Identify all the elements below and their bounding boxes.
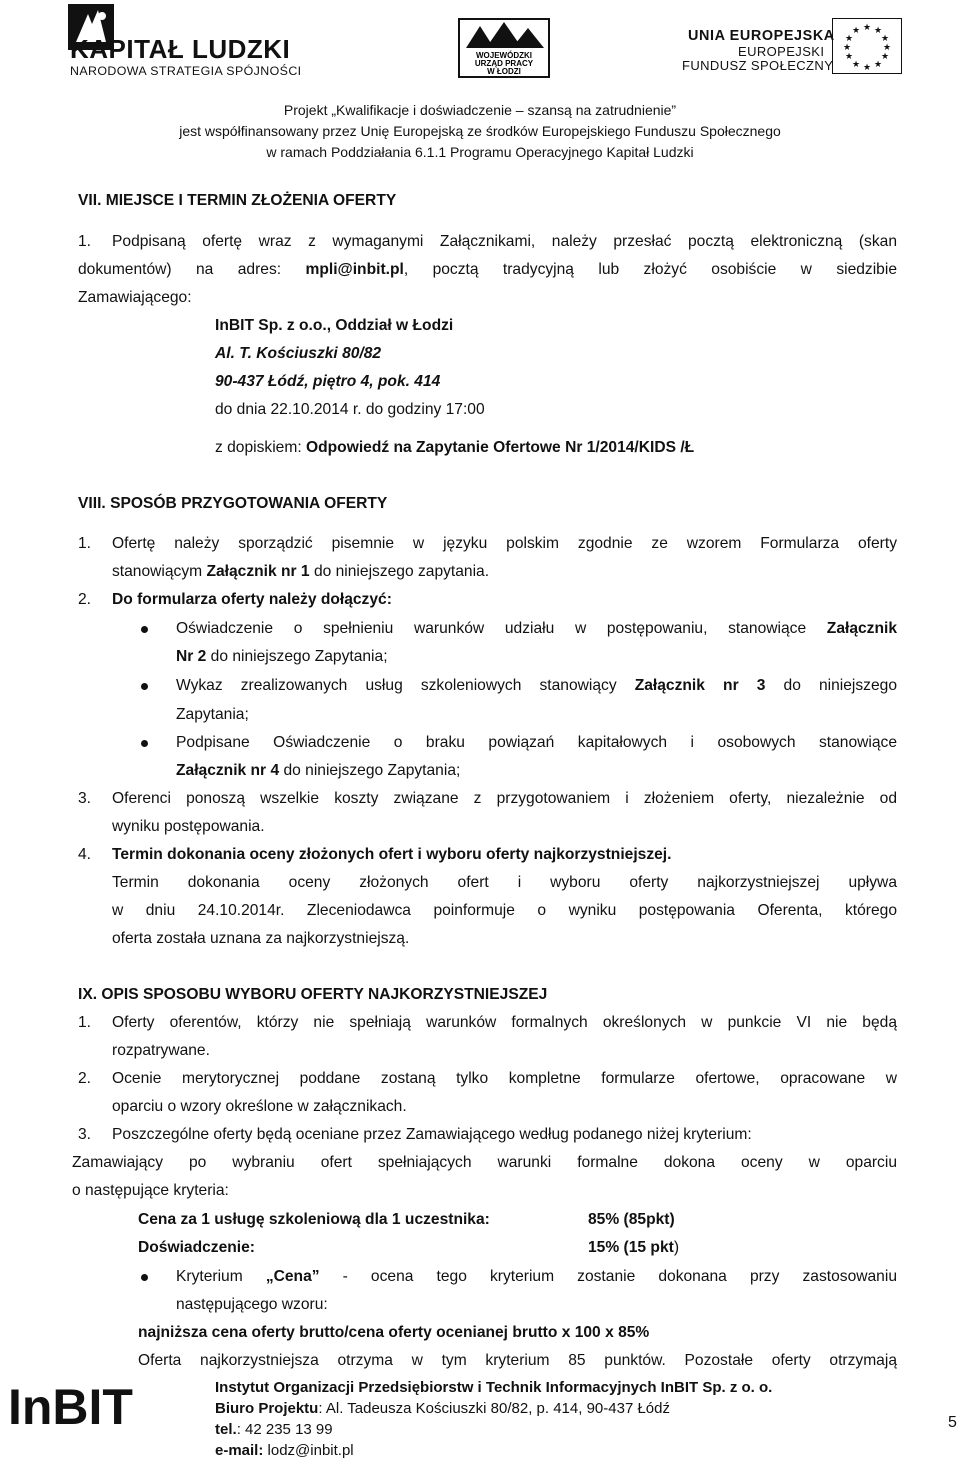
footer-email-value: lodz@inbit.pl (263, 1442, 354, 1459)
wup-lodz-logo (458, 18, 550, 78)
svg-text:★: ★ (862, 23, 872, 33)
s8-bullet-2-line1-c: do niniejszego (765, 677, 897, 694)
s9-item-3-number: 3. (78, 1126, 92, 1143)
kapital-ludzki-subtitle: NARODOWA STRATEGIA SPÓJNOŚCI (70, 64, 302, 78)
s8-item-4-line2: w dniu 24.10.2014r. Zleceniodawca poinformuje o wyniku postępowania Oferenta, którego (112, 902, 897, 919)
eu-flag-icon (832, 18, 902, 74)
deadline: do dnia 22.10.2014 r. do godziny 17:00 (215, 401, 485, 418)
attachment-2-ref: Nr 2 (176, 648, 207, 665)
s9-item-2-line1: Ocenie merytorycznej poddane zostaną tylko kompletne formularze ofertowe, opracowane w (112, 1070, 897, 1087)
footer-phone-label: tel. (215, 1421, 237, 1438)
s8-item-4-line1: Termin dokonania oceny złożonych ofert i wyboru oferty najkorzystniejszej upływa (112, 874, 897, 891)
s9-item-3-line1: Poszczególne oferty będą oceniane przez Zamawiającego według podanego niżej kryterium: (112, 1126, 752, 1143)
s7-item-1-line3: Zamawiającego: (78, 289, 192, 306)
section-8-title: VIII. SPOSÓB PRZYGOTOWANIA OFERTY (78, 495, 388, 512)
svg-text:★: ★ (880, 34, 890, 44)
svg-text:★: ★ (844, 34, 854, 44)
svg-text:★: ★ (844, 52, 854, 62)
s9-item-2-line2: oparciu o wzory określone w załącznikach. (112, 1098, 407, 1115)
s8-bullet-2-line1 (176, 676, 897, 696)
wup-logo-line2: URZĄD PRACY (474, 59, 534, 68)
s9-last-line: Oferta najkorzystniejsza otrzyma w tym kryterium 85 punktów. Pozostałe oferty otrzymają (138, 1352, 897, 1369)
attachment-3-ref: Załącznik nr 3 (634, 677, 766, 694)
criterion-price-label: Cena za 1 usługę szkoleniową dla 1 uczestnika: (138, 1211, 490, 1228)
footer-office-address: : Al. Tadeusza Kościuszki 80/82, p. 414, 90-437 Łódź (318, 1400, 670, 1417)
s8-bullet-3-line2 (176, 761, 460, 781)
page-number: 5 (948, 1414, 957, 1431)
criterion-price-value: 85% (85pkt) (588, 1211, 675, 1228)
attachment-1-ref: Załącznik nr 1 (206, 563, 310, 580)
submission-note (215, 438, 694, 458)
address-line-3: 90-437 Łódź, piętro 4, pok. 414 (215, 373, 441, 390)
s7-item-1-line2 (78, 260, 897, 280)
svg-text:★: ★ (873, 26, 883, 36)
s8-item-4-line3: oferta została uznana za najkorzystniejszą. (112, 930, 410, 947)
s9-bullet-1-line1-a: Kryterium (176, 1268, 266, 1285)
wup-logo-line3: W ŁODZI (487, 67, 521, 76)
svg-text:★: ★ (882, 43, 892, 53)
footer-company: Instytut Organizacji Przedsiębiorstw i Technik Informacyjnych InBIT Sp. z o. o. (215, 1379, 773, 1396)
criterion-experience-label: Doświadczenie: (138, 1239, 255, 1256)
s8-bullet-1-line1-b: Załącznik (826, 620, 897, 637)
bullet-icon (141, 1274, 148, 1281)
project-line-1: Projekt „Kwalifikacje i doświadczenie – szansą na zatrudnienie” (283, 102, 677, 118)
s8-item-2-title: Do formularza oferty należy dołączyć: (112, 591, 392, 608)
address-line-1: InBIT Sp. z o.o., Oddział w Łodzi (215, 317, 454, 334)
s8-item-1-line2 (112, 562, 489, 582)
eu-logo-line3: FUNDUSZ SPOŁECZNY (682, 58, 834, 73)
wup-logo-line1: WOJEWÓDZKI (476, 51, 532, 60)
project-line-2: jest współfinansowany przez Unię Europejską ze środków Europejskiego Funduszu Społecznego (179, 123, 781, 139)
criterion-price-name: „Cena” (265, 1268, 320, 1285)
submission-note-prefix: z dopiskiem: (215, 439, 306, 456)
bullet-icon (141, 683, 148, 690)
s7-item-1-line2-a: dokumentów) na adres: (78, 261, 306, 278)
svg-text:★: ★ (851, 60, 861, 70)
s8-item-3-number: 3. (78, 790, 92, 807)
s8-item-1-number: 1. (78, 535, 92, 552)
price-formula: najniższa cena oferty brutto/cena oferty ocenianej brutto x 100 x 85% (138, 1324, 650, 1341)
s8-item-1-line2-a: stanowiącym (112, 563, 207, 580)
s8-item-1-line1: Ofertę należy sporządzić pisemnie w języku polskim zgodnie ze wzorem Formularza oferty (112, 535, 897, 552)
criterion-experience-value (588, 1238, 679, 1258)
s9-bullet-1-line1-c: - ocena tego kryterium zostanie dokonana przy zastosowaniu (319, 1268, 897, 1285)
criterion-experience-value-b: ) (673, 1239, 680, 1256)
s8-item-4-title: Termin dokonania oceny złożonych ofert i wyboru oferty najkorzystniejszej. (112, 846, 672, 863)
svg-text:★: ★ (842, 43, 852, 53)
s9-item-1-line2: rozpatrywane. (112, 1042, 210, 1059)
s8-bullet-3-line2-b: do niniejszego Zapytania; (279, 762, 461, 779)
svg-text:★: ★ (880, 52, 890, 62)
s8-bullet-1-line2-b: do niniejszego Zapytania; (206, 648, 388, 665)
submission-note-title: Odpowiedź na Zapytanie Ofertowe Nr 1/2014/KIDS /Ł (306, 439, 695, 456)
s9-item-1-number: 1. (78, 1014, 92, 1031)
eu-logo-line1: UNIA EUROPEJSKA (688, 28, 835, 44)
s7-item-1-line1: Podpisaną ofertę wraz z wymaganymi Załącznikami, należy przesłać pocztą elektroniczną (skan (112, 233, 897, 250)
footer-office-label: Biuro Projektu (215, 1400, 319, 1417)
s9-item-1-line1: Oferty oferentów, którzy nie spełniają warunków formalnych określonych w punkcie VI nie będą (112, 1014, 897, 1031)
svg-text:★: ★ (862, 63, 872, 73)
section-7-title: VII. MIEJSCE I TERMIN ZŁOŻENIA OFERTY (78, 192, 397, 209)
inbit-logo (8, 1378, 198, 1430)
bullet-icon (141, 740, 148, 747)
s8-bullet-3-line1: Podpisane Oświadczenie o braku powiązań kapitałowych i osobowych stanowiące (176, 734, 897, 751)
s8-bullet-1-line1 (176, 619, 897, 639)
s7-item-1-number: 1. (78, 233, 92, 250)
s9-item-2-number: 2. (78, 1070, 92, 1087)
kapital-ludzki-title: KAPITAŁ LUDZKI (70, 34, 291, 64)
footer-email (215, 1441, 354, 1460)
bullet-icon (141, 626, 148, 633)
s8-item-4-number: 4. (78, 846, 92, 863)
s8-bullet-2-line2: Zapytania; (176, 706, 249, 723)
inbit-logo-text: InBIT (8, 1379, 133, 1430)
footer-office (215, 1399, 670, 1418)
footer-email-label: e-mail: (215, 1442, 264, 1459)
s9-bullet-1-line1 (176, 1267, 897, 1287)
footer-phone-value: : 42 235 13 99 (236, 1421, 333, 1438)
attachment-4-ref: Załącznik nr 4 (176, 762, 280, 779)
s8-item-2-number: 2. (78, 591, 92, 608)
eu-logo-line2: EUROPEJSKI (738, 44, 825, 59)
s8-item-1-line2-c: do niniejszego zapytania. (309, 563, 490, 580)
s8-item-3-line2: wyniku postępowania. (112, 818, 265, 835)
criterion-experience-value-a: 15% (15 pkt (588, 1239, 674, 1256)
offer-email: mpli@inbit.pl (305, 261, 404, 278)
project-line-3: w ramach Poddziałania 6.1.1 Programu Operacyjnego Kapitał Ludzki (266, 144, 694, 160)
address-line-2: Al. T. Kościuszki 80/82 (215, 345, 382, 362)
footer-phone (215, 1420, 333, 1439)
s7-item-1-line2-b: , pocztą tradycyjną lub złożyć osobiście w siedzibie (403, 261, 897, 278)
s8-item-3-line1: Oferenci ponoszą wszelkie koszty związane z przygotowaniem i złożeniem oferty, niezależnie od (112, 790, 897, 807)
svg-text:★: ★ (873, 60, 883, 70)
s9-paragraph-line1: Zamawiający po wybraniu ofert spełniających warunki formalne dokona oceny w oparciu (72, 1154, 897, 1171)
s8-bullet-1-line1-a: Oświadczenie o spełnieniu warunków udziału w postępowaniu, stanowiące (176, 620, 827, 637)
s9-paragraph-line2: o następujące kryteria: (72, 1182, 229, 1199)
s8-bullet-1-line2 (176, 647, 388, 667)
s9-bullet-1-line2: następującego wzoru: (176, 1296, 328, 1313)
s8-bullet-2-line1-a: Wykaz zrealizowanych usług szkoleniowych stanowiący (176, 677, 635, 694)
section-9-title: IX. OPIS SPOSOBU WYBORU OFERTY NAJKORZYSTNIEJSZEJ (78, 986, 548, 1003)
svg-text:★: ★ (851, 26, 861, 36)
